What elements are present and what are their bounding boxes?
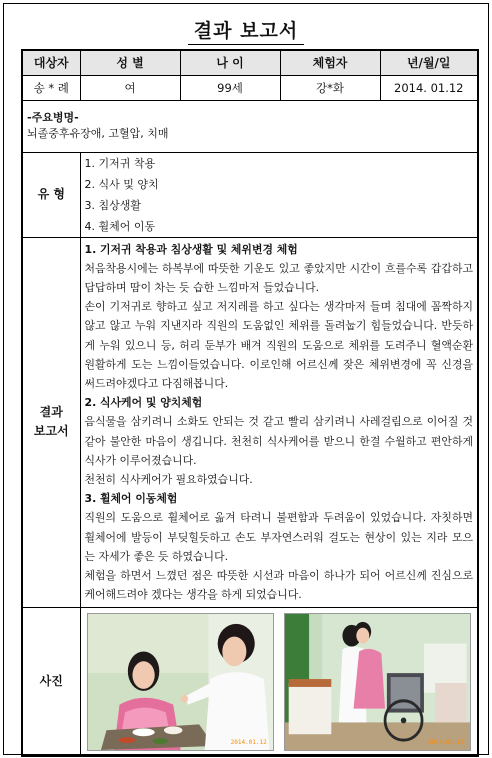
photo-row [22, 608, 478, 756]
report-paragraph: 직원의 도움으로 휠체어로 옮겨 타려니 불편함과 두려움이 있었습니다. 자칫하면 휠체어에 발등이 부딪힐듯하고 손도 부자연스러워 걸도는 현상이 있는 지라 모으는 자세가 좋은 듯 하였습니다. [84, 511, 473, 563]
age-header: 나 이 [180, 50, 280, 75]
value-row [22, 75, 478, 100]
date-value: 2014. 01.12 [380, 75, 478, 100]
document-title: 결과 보고서 [188, 16, 304, 45]
photo-feeding-care [87, 613, 274, 751]
photo-wheelchair-transfer [284, 613, 471, 751]
type-item: 1. 기저귀 착용 [84, 156, 156, 170]
date-header: 년/월/일 [380, 50, 478, 75]
report-paragraph: 음식물을 삼키려니 소화도 안되는 것 같고 빨리 삼키려니 사레걸림으로 이어질 것같아 불안한 마음이 생깁니다. 천천히 식사케어를 받으니 한결 수월하고 편안하게 식사가 이루어졌습니다. [84, 415, 473, 467]
gender-header: 성 별 [80, 50, 180, 75]
section-title: 2. 식사케어 및 양치체험 [84, 396, 203, 410]
tester-header: 체험자 [280, 50, 380, 75]
type-item: 4. 휠체어 이동 [84, 219, 156, 233]
section-title: 3. 휠체어 이동체험 [84, 492, 178, 506]
report-paragraph: 천천히 식사케어가 필요하였습니다. [84, 472, 253, 486]
header-row [22, 50, 478, 75]
report-paragraph: 손이 기저귀로 향하고 싶고 저지레를 하고 싶다는 생각마저 들며 침대에 꼼짝하지 않고 않고 누워 지낸지라 직원의 도움없인 체위를 돌려눕기 힘들었습니다. 반듯하게 누워 있으니 등, 허리 둔부가 배겨 직원의 도움으로 체위를 도려주니 혈액순환 원활하게 도는 느낌이들었습니다. 이로인해 어르신께 잦은 체위변경에 꼭 신경을 써드려야겠다고 다짐해봅니다. [84, 300, 473, 390]
type-list [81, 153, 478, 237]
report-row [22, 237, 478, 608]
type-label: 유 형 [22, 152, 80, 237]
tester-value: 강*화 [280, 75, 380, 100]
wheelchair-photo-illustration [285, 614, 470, 750]
name-value: 송 * 례 [22, 75, 80, 100]
type-row [22, 152, 478, 237]
disease-text: 뇌졸중후유장애, 고혈압, 치매 [27, 127, 169, 140]
feeding-photo-illustration [88, 614, 273, 750]
photo-label: 사진 [22, 608, 80, 756]
report-label: 결과 보고서 [22, 237, 80, 608]
report-table [21, 49, 479, 757]
photo-date-stamp: 2014.01.12 [427, 738, 464, 746]
report-paragraph: 처음착용시에는 하복부에 따뜻한 기운도 있고 좋았지만 시간이 흐를수록 갑갑하고 답답하며 땀이 차는 듯 습한 느낌마저 들었습니다. [84, 261, 473, 294]
photo-date-stamp: 2014.01.12 [230, 738, 267, 746]
report-page [3, 3, 489, 755]
disease-label: -주요병명- [27, 111, 79, 125]
disease-row [22, 100, 478, 152]
type-item: 3. 침상생활 [84, 198, 141, 212]
report-paragraph: 체험을 하면서 느꼈던 점은 따뜻한 시선과 마음이 하나가 되어 어르신께 진심으로 케어해드려야 겠다는 생각을 하게 되었습니다. [84, 568, 473, 602]
section-title: 1. 기저귀 착용과 침상생활 및 체위변경 체험 [84, 242, 298, 256]
type-item: 2. 식사 및 양치 [84, 177, 159, 191]
name-header: 대상자 [22, 50, 80, 75]
gender-value: 여 [80, 75, 180, 100]
report-body [80, 237, 478, 608]
age-value: 99세 [180, 75, 280, 100]
